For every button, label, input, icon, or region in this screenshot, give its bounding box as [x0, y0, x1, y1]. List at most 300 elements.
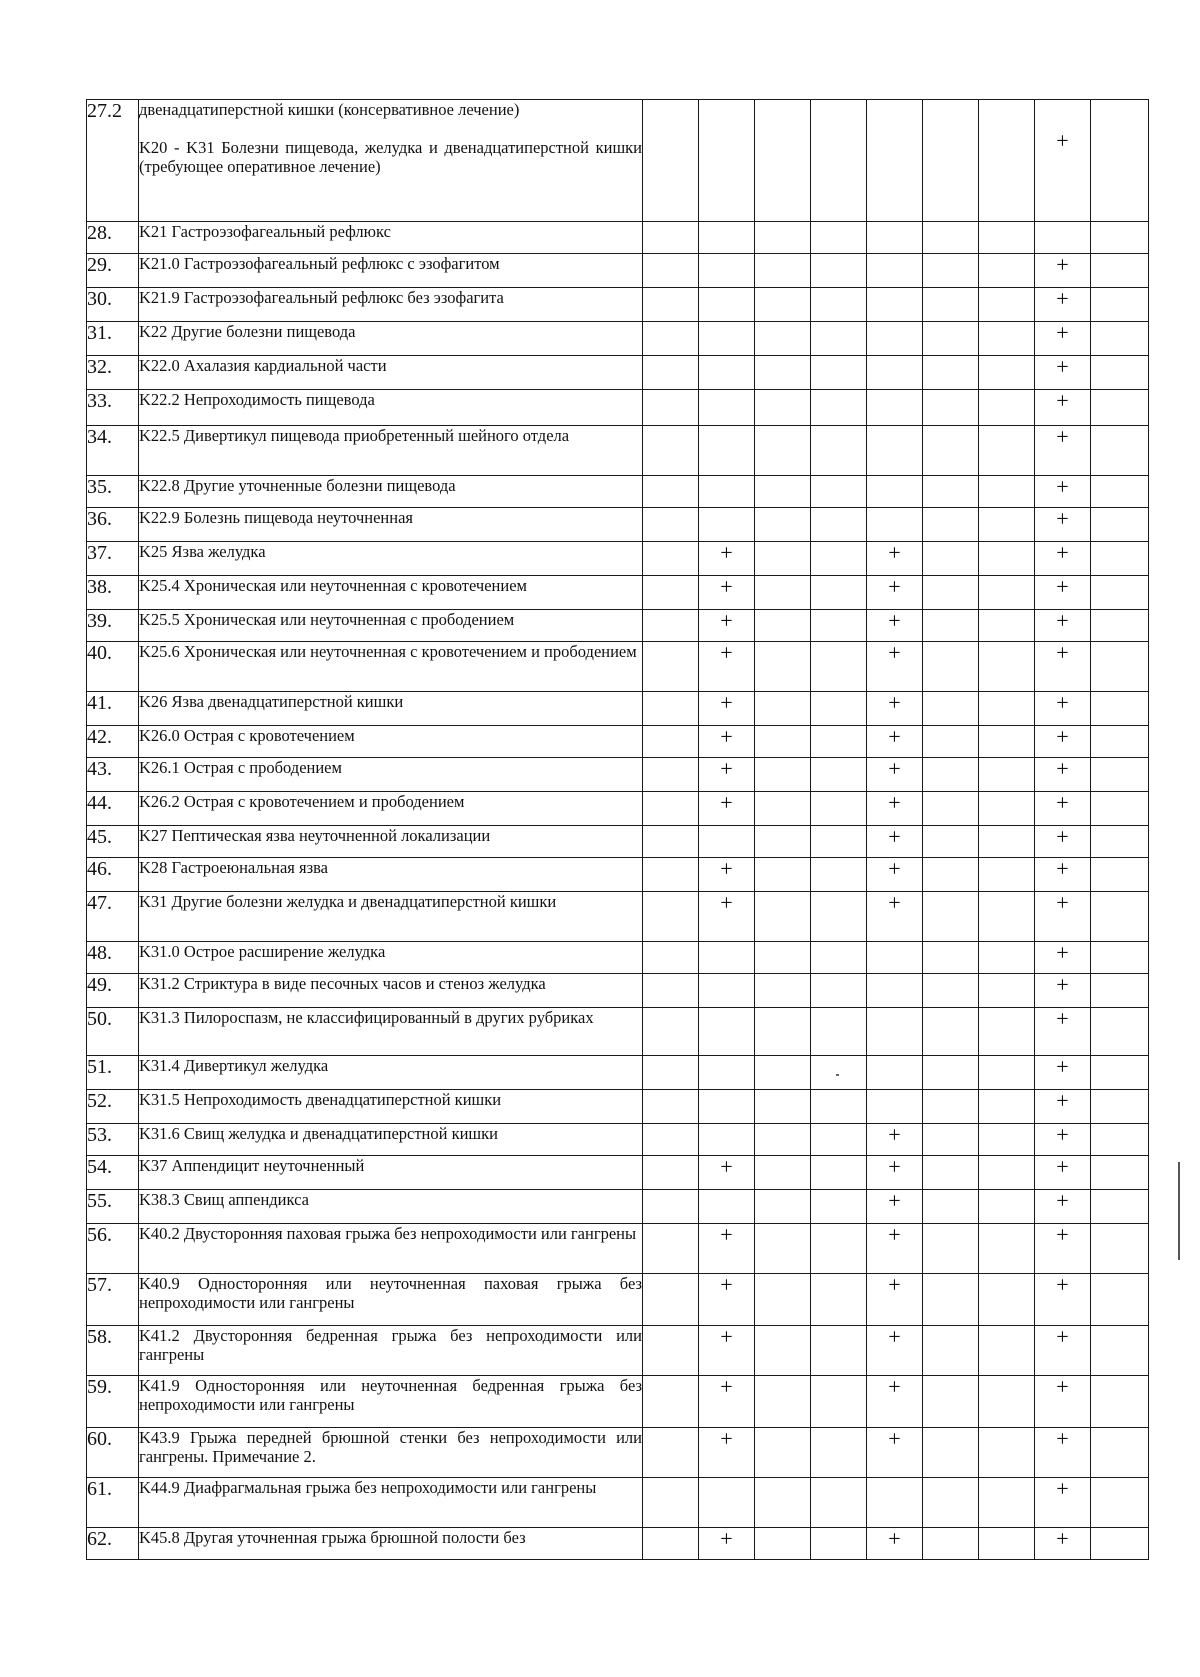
- mark-cell: [979, 254, 1035, 288]
- mark-cell: [979, 1376, 1035, 1428]
- mark-cell: [811, 426, 867, 476]
- mark-cell: [1091, 476, 1149, 508]
- mark-cell: [1091, 542, 1149, 576]
- mark-cell: [1091, 322, 1149, 356]
- mark-cell: [867, 222, 923, 254]
- table-row: [87, 288, 1149, 322]
- mark-cell: [923, 288, 979, 322]
- mark-cell: [1091, 892, 1149, 942]
- mark-cell: [923, 892, 979, 942]
- table-body: [87, 100, 1149, 1560]
- mark-cell: [699, 1190, 755, 1224]
- diagnosis-description: K22.5 Дивертикул пищевода приобретенный шейного отдела: [139, 426, 643, 476]
- mark-cell: [755, 826, 811, 858]
- mark-cell: [979, 1528, 1035, 1560]
- mark-cell: [755, 542, 811, 576]
- mark-cell: [1091, 1156, 1149, 1190]
- row-number: 43.: [87, 758, 139, 792]
- mark-cell: [923, 100, 979, 222]
- mark-cell: [1091, 508, 1149, 542]
- mark-cell: [923, 426, 979, 476]
- mark-cell: [1091, 1478, 1149, 1528]
- mark-cell: [867, 974, 923, 1008]
- mark-cell: +: [1035, 322, 1091, 356]
- mark-cell: +: [867, 892, 923, 942]
- mark-cell: [755, 1190, 811, 1224]
- mark-cell: [923, 1090, 979, 1124]
- mark-cell: [979, 576, 1035, 610]
- row-number: 47.: [87, 892, 139, 942]
- mark-cell: [643, 542, 699, 576]
- mark-cell: [643, 610, 699, 642]
- mark-cell: [923, 1376, 979, 1428]
- diagnosis-description: K26.1 Острая с прободением: [139, 758, 643, 792]
- mark-cell: +: [1035, 1528, 1091, 1560]
- mark-cell: [1091, 576, 1149, 610]
- diagnosis-description: K31.0 Острое расширение желудка: [139, 942, 643, 974]
- mark-cell: [1091, 858, 1149, 892]
- scan-artifact-line: [1178, 1162, 1180, 1260]
- mark-cell: [979, 826, 1035, 858]
- mark-cell: [867, 1008, 923, 1056]
- mark-cell: [867, 942, 923, 974]
- row-number: 27.2: [87, 100, 139, 222]
- table-row: [87, 1274, 1149, 1326]
- mark-cell: [867, 426, 923, 476]
- mark-cell: +: [699, 792, 755, 826]
- mark-cell: +: [1035, 858, 1091, 892]
- mark-cell: [1091, 1224, 1149, 1274]
- table-row: [87, 1090, 1149, 1124]
- mark-cell: [755, 1428, 811, 1478]
- mark-cell: [643, 390, 699, 426]
- table-row: [87, 1376, 1149, 1428]
- mark-cell: +: [1035, 1056, 1091, 1090]
- mark-cell: +: [1035, 508, 1091, 542]
- mark-cell: [867, 508, 923, 542]
- mark-cell: [1091, 826, 1149, 858]
- mark-cell: [755, 1478, 811, 1528]
- diagnosis-description: K40.9 Односторонняя или неуточненная паховая грыжа без непроходимости или гангрены: [139, 1274, 643, 1326]
- mark-cell: [699, 1124, 755, 1156]
- table-row: [87, 426, 1149, 476]
- mark-cell: [755, 1274, 811, 1326]
- mark-cell: [755, 1156, 811, 1190]
- row-number: 51.: [87, 1056, 139, 1090]
- mark-cell: [923, 222, 979, 254]
- mark-cell: [643, 426, 699, 476]
- mark-cell: [643, 1056, 699, 1090]
- mark-cell: [811, 576, 867, 610]
- mark-cell: [979, 692, 1035, 726]
- mark-cell: [643, 726, 699, 758]
- diagnosis-description: K25.6 Хроническая или неуточненная с кровотечением и прободением: [139, 642, 643, 692]
- mark-cell: [1091, 1528, 1149, 1560]
- row-number: 55.: [87, 1190, 139, 1224]
- mark-cell: [643, 826, 699, 858]
- table-row: [87, 222, 1149, 254]
- mark-cell: [979, 858, 1035, 892]
- row-number: 54.: [87, 1156, 139, 1190]
- mark-cell: [811, 1156, 867, 1190]
- mark-cell: [643, 974, 699, 1008]
- mark-cell: [643, 576, 699, 610]
- mark-cell: [923, 542, 979, 576]
- row-number: 41.: [87, 692, 139, 726]
- mark-cell: [923, 476, 979, 508]
- mark-cell: +: [699, 1326, 755, 1376]
- diagnosis-description: K22 Другие болезни пищевода: [139, 322, 643, 356]
- table-row: [87, 1124, 1149, 1156]
- mark-cell: [1091, 1008, 1149, 1056]
- mark-cell: +: [1035, 892, 1091, 942]
- mark-cell: [811, 1124, 867, 1156]
- mark-cell: [811, 726, 867, 758]
- diagnosis-description: K37 Аппендицит неуточненный: [139, 1156, 643, 1190]
- mark-cell: [811, 1428, 867, 1478]
- table-row: [87, 610, 1149, 642]
- table-row: [87, 1008, 1149, 1056]
- mark-cell: [811, 1190, 867, 1224]
- description-line: двенадцатиперстной кишки (консервативное лечение): [139, 100, 520, 119]
- mark-cell: [1091, 356, 1149, 390]
- diagnosis-description: K41.9 Односторонняя или неуточненная бедренная грыжа без непроходимости или гангрены: [139, 1376, 643, 1428]
- mark-cell: +: [699, 610, 755, 642]
- row-number: 57.: [87, 1274, 139, 1326]
- mark-cell: +: [699, 726, 755, 758]
- row-number: 36.: [87, 508, 139, 542]
- mark-cell: [979, 1056, 1035, 1090]
- diagnosis-description: K45.8 Другая уточненная грыжа брюшной полости без: [139, 1528, 643, 1560]
- mark-cell: [979, 1428, 1035, 1478]
- mark-cell: [979, 726, 1035, 758]
- mark-cell: [979, 1090, 1035, 1124]
- mark-cell: +: [699, 1528, 755, 1560]
- mark-cell: [1091, 1056, 1149, 1090]
- mark-cell: [699, 426, 755, 476]
- mark-cell: [699, 222, 755, 254]
- mark-cell: +: [867, 792, 923, 826]
- table-row: [87, 356, 1149, 390]
- row-number: 44.: [87, 792, 139, 826]
- mark-cell: [643, 692, 699, 726]
- diagnosis-description: K25 Язва желудка: [139, 542, 643, 576]
- mark-cell: +: [1035, 942, 1091, 974]
- mark-cell: [755, 692, 811, 726]
- table-row: [87, 642, 1149, 692]
- diagnosis-description: K31.5 Непроходимость двенадцатиперстной кишки: [139, 1090, 643, 1124]
- mark-cell: [755, 642, 811, 692]
- mark-cell: [755, 254, 811, 288]
- mark-cell: [643, 288, 699, 322]
- mark-cell: +: [867, 1190, 923, 1224]
- table-row: [87, 1478, 1149, 1528]
- mark-cell: [979, 1008, 1035, 1056]
- mark-cell: [755, 426, 811, 476]
- mark-cell: [811, 542, 867, 576]
- mark-cell: [643, 858, 699, 892]
- mark-cell: +: [867, 1428, 923, 1478]
- row-number: 56.: [87, 1224, 139, 1274]
- mark-cell: [923, 1224, 979, 1274]
- mark-cell: [923, 390, 979, 426]
- row-number: 37.: [87, 542, 139, 576]
- mark-cell: [699, 974, 755, 1008]
- mark-cell: [979, 892, 1035, 942]
- mark-cell: [811, 858, 867, 892]
- mark-cell: [699, 1056, 755, 1090]
- mark-cell: [755, 1326, 811, 1376]
- table-row: [87, 1156, 1149, 1190]
- mark-cell: +: [1035, 254, 1091, 288]
- mark-cell: [1091, 288, 1149, 322]
- diagnosis-description: K31.3 Пилороспазм, не классифицированный в других рубриках: [139, 1008, 643, 1056]
- table-row: [87, 254, 1149, 288]
- mark-cell: [699, 100, 755, 222]
- mark-cell: [755, 576, 811, 610]
- table-row: [87, 858, 1149, 892]
- mark-cell: [755, 726, 811, 758]
- row-number: 29.: [87, 254, 139, 288]
- mark-cell: [923, 974, 979, 1008]
- mark-cell: [811, 1090, 867, 1124]
- mark-cell: +: [867, 542, 923, 576]
- mark-cell: [811, 390, 867, 426]
- row-number: 52.: [87, 1090, 139, 1124]
- mark-cell: [643, 1528, 699, 1560]
- mark-cell: [867, 1090, 923, 1124]
- mark-cell: [1091, 792, 1149, 826]
- diagnosis-description: K21.0 Гастроэзофагеальный рефлюкс с эзофагитом: [139, 254, 643, 288]
- mark-cell: [755, 1224, 811, 1274]
- diagnosis-description: K21 Гастроэзофагеальный рефлюкс: [139, 222, 643, 254]
- diagnosis-description: K44.9 Диафрагмальная грыжа без непроходимости или гангрены: [139, 1478, 643, 1528]
- mark-cell: +: [1035, 974, 1091, 1008]
- mark-cell: [1091, 758, 1149, 792]
- mark-cell: [979, 222, 1035, 254]
- table-row: [87, 390, 1149, 426]
- mark-cell: [811, 1478, 867, 1528]
- mark-cell: [1091, 390, 1149, 426]
- mark-cell: [923, 1428, 979, 1478]
- mark-cell: [923, 792, 979, 826]
- mark-cell: [979, 1224, 1035, 1274]
- row-number: 58.: [87, 1326, 139, 1376]
- mark-cell: [1035, 222, 1091, 254]
- mark-cell: +: [867, 826, 923, 858]
- mark-cell: +: [1035, 1376, 1091, 1428]
- mark-cell: [643, 1124, 699, 1156]
- mark-cell: [923, 642, 979, 692]
- row-number: 60.: [87, 1428, 139, 1478]
- mark-cell: [811, 1008, 867, 1056]
- mark-cell: [867, 1478, 923, 1528]
- mark-cell: [643, 1156, 699, 1190]
- mark-cell: [699, 356, 755, 390]
- mark-cell: [811, 1376, 867, 1428]
- mark-cell: [811, 100, 867, 222]
- mark-cell: +: [699, 542, 755, 576]
- mark-cell: [755, 100, 811, 222]
- mark-cell: +: [1035, 758, 1091, 792]
- mark-cell: [811, 322, 867, 356]
- mark-cell: +: [867, 692, 923, 726]
- mark-cell: [643, 1326, 699, 1376]
- table-row: [87, 726, 1149, 758]
- mark-cell: +: [1035, 1008, 1091, 1056]
- mark-cell: +: [1035, 576, 1091, 610]
- row-number: 50.: [87, 1008, 139, 1056]
- mark-cell: +: [1035, 1090, 1091, 1124]
- mark-cell: +: [1035, 792, 1091, 826]
- mark-cell: [811, 610, 867, 642]
- mark-cell: [979, 792, 1035, 826]
- mark-cell: [811, 356, 867, 390]
- mark-cell: +: [699, 576, 755, 610]
- mark-cell: +: [699, 1156, 755, 1190]
- mark-cell: [811, 288, 867, 322]
- mark-cell: [811, 1224, 867, 1274]
- mark-cell: [867, 288, 923, 322]
- mark-cell: [643, 100, 699, 222]
- mark-cell: [811, 1528, 867, 1560]
- mark-cell: [923, 356, 979, 390]
- mark-cell: [699, 1090, 755, 1124]
- mark-cell: [755, 892, 811, 942]
- diagnosis-description: K38.3 Свищ аппендикса: [139, 1190, 643, 1224]
- table-row: [87, 1190, 1149, 1224]
- mark-cell: +: [867, 1274, 923, 1326]
- mark-cell: [643, 1428, 699, 1478]
- table-row: [87, 974, 1149, 1008]
- description-line: K20 - K31 Болезни пищевода, желудка и двенадцатиперстной кишки (требующее оперативное лечение): [139, 138, 642, 176]
- mark-cell: [755, 1056, 811, 1090]
- diagnosis-description: K27 Пептическая язва неуточненной локализации: [139, 826, 643, 858]
- mark-cell: [811, 826, 867, 858]
- mark-cell: [923, 1326, 979, 1376]
- mark-cell: +: [867, 726, 923, 758]
- mark-cell: [979, 100, 1035, 222]
- diagnosis-description: K22.8 Другие уточненные болезни пищевода: [139, 476, 643, 508]
- mark-cell: +: [699, 692, 755, 726]
- mark-cell: [923, 508, 979, 542]
- mark-cell: [867, 100, 923, 222]
- mark-cell: [643, 1090, 699, 1124]
- mark-cell: +: [699, 892, 755, 942]
- row-number: 39.: [87, 610, 139, 642]
- mark-cell: [979, 322, 1035, 356]
- mark-cell: [979, 476, 1035, 508]
- mark-cell: +: [699, 758, 755, 792]
- mark-cell: [923, 1008, 979, 1056]
- diagnosis-description: K41.2 Двусторонняя бедренная грыжа без непроходимости или гангрены: [139, 1326, 643, 1376]
- mark-cell: [979, 942, 1035, 974]
- mark-cell: [699, 826, 755, 858]
- mark-cell: [811, 222, 867, 254]
- mark-cell: [1091, 1326, 1149, 1376]
- row-number: 35.: [87, 476, 139, 508]
- mark-cell: [643, 1274, 699, 1326]
- mark-cell: [755, 222, 811, 254]
- mark-cell: +: [1035, 1428, 1091, 1478]
- mark-cell: [643, 1190, 699, 1224]
- table-row: [87, 692, 1149, 726]
- mark-cell: [811, 254, 867, 288]
- row-number: 48.: [87, 942, 139, 974]
- mark-cell: [979, 758, 1035, 792]
- mark-cell: +: [867, 758, 923, 792]
- mark-cell: [643, 892, 699, 942]
- mark-cell: +: [1035, 692, 1091, 726]
- mark-cell: [979, 1478, 1035, 1528]
- mark-cell: [643, 758, 699, 792]
- mark-cell: [1091, 1124, 1149, 1156]
- table-row: [87, 542, 1149, 576]
- mark-cell: +: [1035, 1124, 1091, 1156]
- diagnosis-description: K22.0 Ахалазия кардиальной части: [139, 356, 643, 390]
- mark-cell: +: [867, 858, 923, 892]
- mark-cell: +: [1035, 542, 1091, 576]
- mark-cell: [979, 1190, 1035, 1224]
- mark-cell: [755, 1528, 811, 1560]
- mark-cell: [979, 610, 1035, 642]
- mark-cell: [811, 792, 867, 826]
- mark-cell: [1091, 610, 1149, 642]
- mark-cell: [755, 1008, 811, 1056]
- description-line: [139, 119, 642, 138]
- diagnosis-description: K25.4 Хроническая или неуточненная с кровотечением: [139, 576, 643, 610]
- table-row: [87, 1056, 1149, 1090]
- row-number: 61.: [87, 1478, 139, 1528]
- mark-cell: [755, 1124, 811, 1156]
- mark-cell: [811, 758, 867, 792]
- mark-cell: [923, 1528, 979, 1560]
- table-row: [87, 792, 1149, 826]
- table-row: [87, 100, 1149, 222]
- mark-cell: [923, 610, 979, 642]
- mark-cell: [811, 942, 867, 974]
- mark-cell: +: [1035, 826, 1091, 858]
- mark-cell: +: [699, 1376, 755, 1428]
- mark-cell: [923, 858, 979, 892]
- mark-cell: [643, 254, 699, 288]
- row-number: 30.: [87, 288, 139, 322]
- diagnosis-description: K31.2 Стриктура в виде песочных часов и стеноз желудка: [139, 974, 643, 1008]
- diagnosis-table: [86, 99, 1149, 1560]
- mark-cell: [811, 1274, 867, 1326]
- mark-cell: [755, 758, 811, 792]
- mark-cell: [979, 356, 1035, 390]
- mark-cell: [643, 792, 699, 826]
- row-number: 38.: [87, 576, 139, 610]
- mark-cell: [755, 792, 811, 826]
- mark-cell: [923, 1190, 979, 1224]
- mark-cell: [643, 356, 699, 390]
- row-number: 28.: [87, 222, 139, 254]
- mark-cell: [979, 1274, 1035, 1326]
- mark-cell: [867, 356, 923, 390]
- mark-cell: [755, 858, 811, 892]
- mark-cell: [643, 1008, 699, 1056]
- mark-cell: [643, 1224, 699, 1274]
- mark-cell: +: [867, 576, 923, 610]
- table-row: [87, 1326, 1149, 1376]
- mark-cell: [867, 476, 923, 508]
- mark-cell: +: [1035, 1274, 1091, 1326]
- row-number: 40.: [87, 642, 139, 692]
- mark-cell: [1091, 1090, 1149, 1124]
- mark-cell: [1091, 1274, 1149, 1326]
